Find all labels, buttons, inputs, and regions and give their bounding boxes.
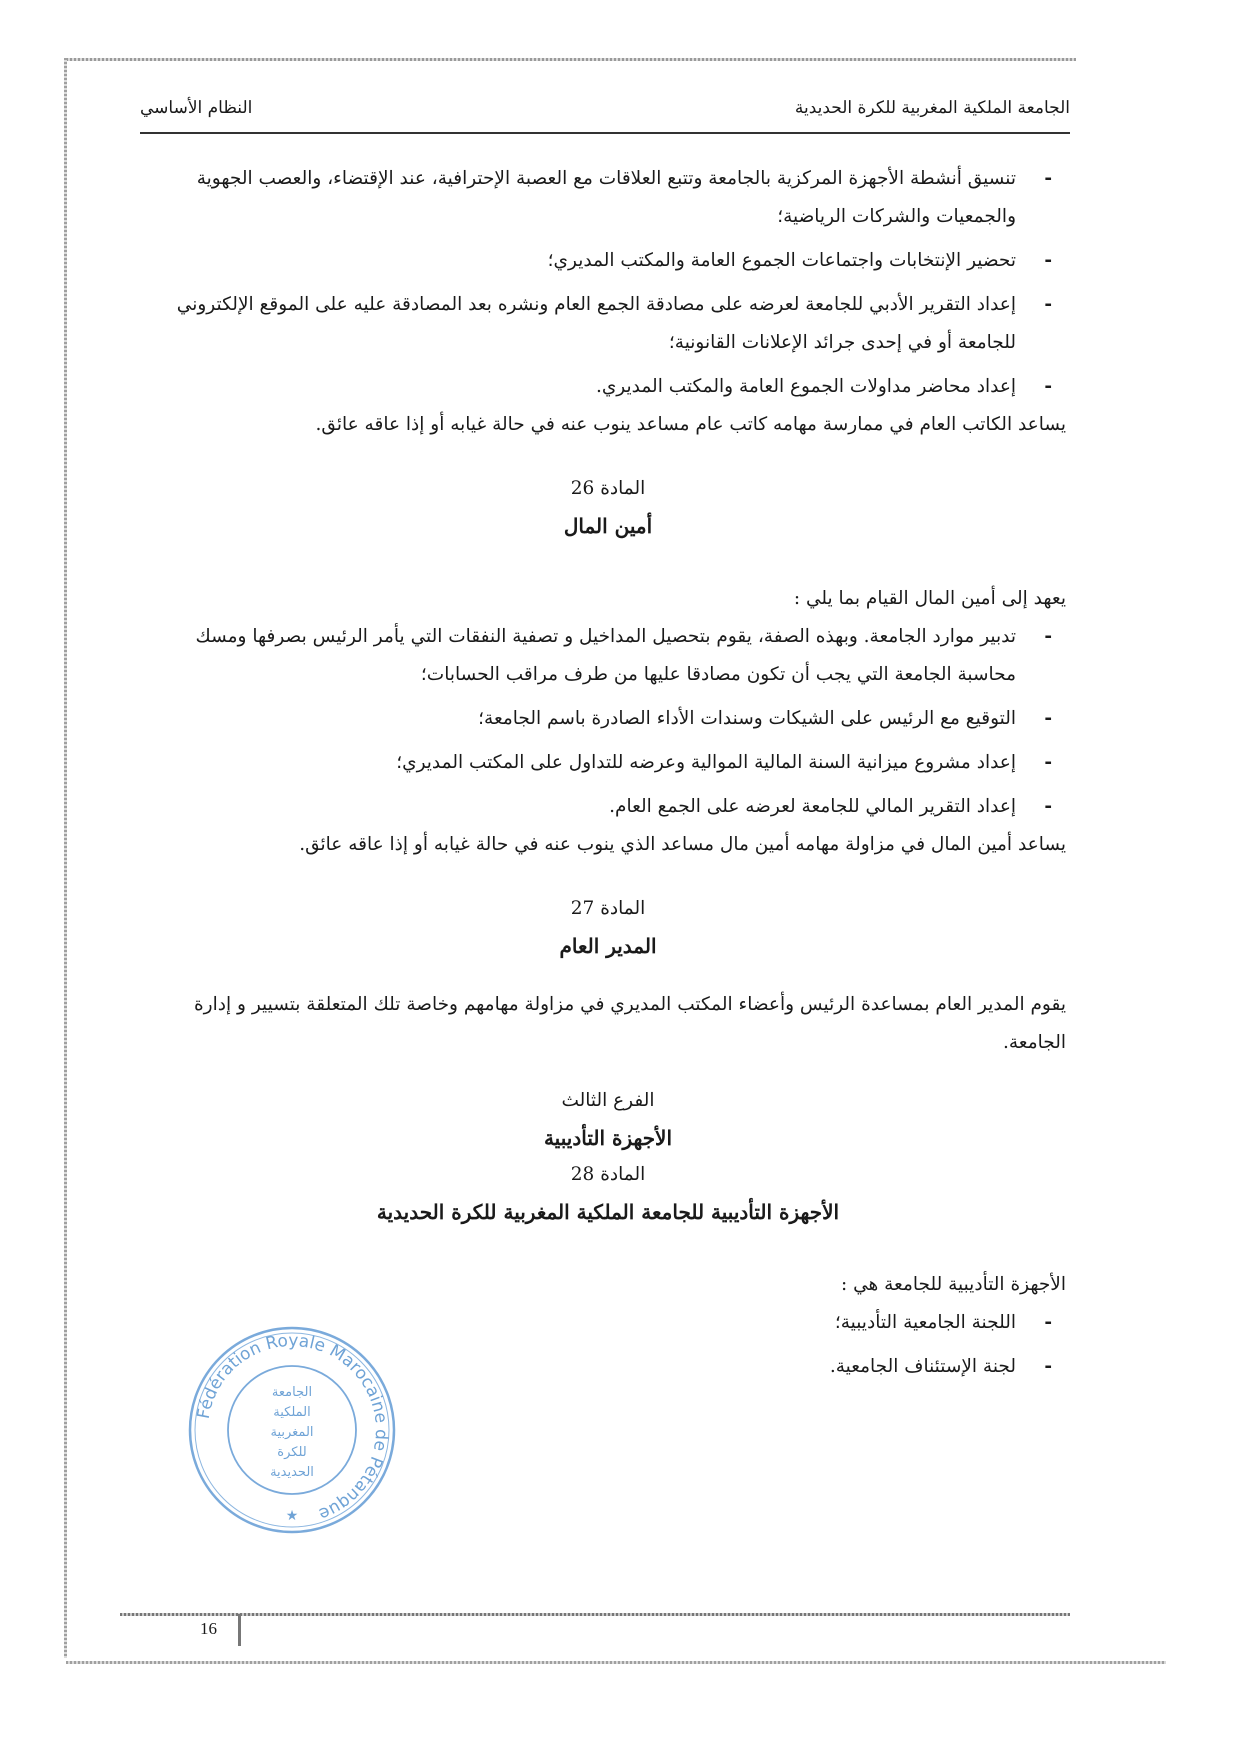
section-title: الأجهزة التأديبية [543,1126,673,1150]
paragraph: يعهد إلى أمين المال القيام بما يلي : [793,588,1066,609]
page-frame-bottom [66,1661,1166,1664]
page-frame-top [66,58,1076,61]
document-body [150,160,1066,1392]
header-document-title: النظام الأساسي [140,98,253,118]
paragraph: يساعد أمين المال في مزاولة مهامه أمين مال مساعد الذي ينوب عنه في حالة غيابه أو إذا عاقه عائق. [299,834,1066,855]
stamp-inner-line: الجامعة [271,1385,313,1400]
list-item: - اللجنة الجامعية التأديبية؛ [150,1304,1066,1342]
federation-stamp [186,1324,398,1536]
article-title: أمين المال [563,514,653,538]
header-organization: الجامعة الملكية المغربية للكرة الحديدية [794,98,1070,118]
article-number: المادة 26 [570,478,646,499]
page-number-bar [238,1614,241,1646]
article-number: المادة 27 [570,898,646,919]
footer-rule [120,1613,1070,1616]
article-title: المدير العام [559,934,657,958]
page-number: 16 [200,1619,217,1638]
list-item: - إعداد التقرير المالي للجامعة لعرضه على الجمع العام. [150,788,1066,826]
stamp-inner-line: الحديدية [270,1465,314,1480]
stamp-inner-line: للكرة [277,1445,307,1460]
list-item: - إعداد مشروع ميزانية السنة المالية الموالية وعرضه للتداول على المكتب المديري؛ [150,744,1066,782]
list-item: - تنسيق أنشطة الأجهزة المركزية بالجامعة وتتبع العلاقات مع العصبة الإحترافية، عند الإقتضاء، والعصب الجهوية والجمعيات والشركات الرياضية؛ [150,160,1066,236]
article-title: الأجهزة التأديبية للجامعة الملكية المغربية للكرة الحديدية [376,1200,840,1224]
section-label: الفرع الثالث [561,1090,655,1111]
paragraph: الأجهزة التأديبية للجامعة هي : [840,1274,1066,1295]
article-number: المادة 28 [570,1164,646,1185]
page-frame-left [64,58,67,1658]
list-item: - لجنة الإستئناف الجامعية. [150,1348,1066,1386]
header-rule [140,132,1070,134]
stamp-inner-line: المغربية [270,1425,314,1440]
stamp-outer-text: Fédération Royale Marocaine de Pétanque [193,1330,392,1525]
star-icon: ★ [285,1508,299,1524]
stamp-inner-line: الملكية [273,1405,311,1420]
paragraph: يساعد الكاتب العام في ممارسة مهامه كاتب عام مساعد ينوب عنه في حالة غيابه أو إذا عاقه عائق. [315,414,1066,435]
page-header [140,98,1070,132]
list-item: - تدبير موارد الجامعة. وبهذه الصفة، يقوم بتحصيل المداخيل و تصفية النفقات التي يأمر الرئيس بصرفها ومسك محاسبة الجامعة التي يجب أن تكون مصادقا عليها من طرف مراقب الحسابات؛ [150,618,1066,694]
paragraph: يقوم المدير العام بمساعدة الرئيس وأعضاء المكتب المديري في مزاولة مهامهم وخاصة تلك المتعلقة بتسيير و إدارة الجامعة. [193,994,1066,1053]
list-item: - التوقيع مع الرئيس على الشيكات وسندات الأداء الصادرة باسم الجامعة؛ [150,700,1066,738]
list-item: - إعداد محاضر مداولات الجموع العامة والمكتب المديري. [150,368,1066,406]
list-item: - إعداد التقرير الأدبي للجامعة لعرضه على مصادقة الجمع العام ونشره بعد المصادقة عليه على الموقع الإلكتروني للجامعة أو في إحدى جرائد الإعلانات القانونية؛ [150,286,1066,362]
list-item: - تحضير الإنتخابات واجتماعات الجموع العامة والمكتب المديري؛ [150,242,1066,280]
